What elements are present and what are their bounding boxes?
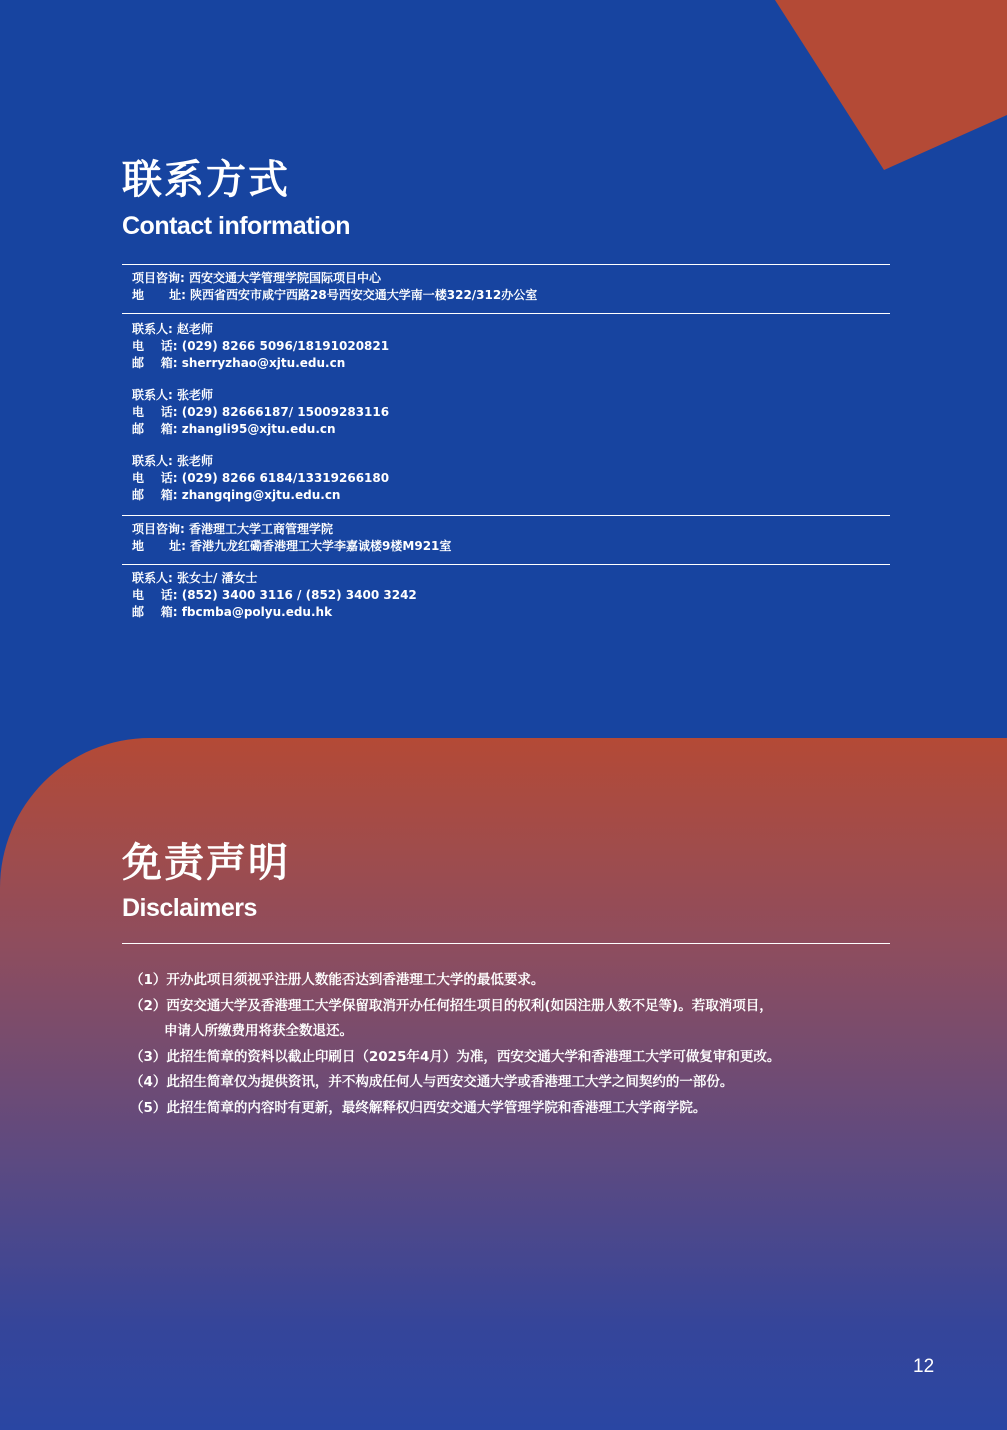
disclaimers-title-en: Disclaimers: [122, 894, 257, 922]
address-label: 地 址:: [132, 288, 191, 302]
email-label: 邮 箱:: [132, 422, 182, 436]
phone-label: 电 话:: [132, 588, 182, 602]
contact-phone: (852) 3400 3116 / (852) 3400 3242: [181, 588, 417, 602]
xjtu-contact-3: [132, 453, 389, 504]
person-label: 联系人:: [132, 322, 177, 336]
polyu-program-info: [132, 521, 451, 555]
contact-phone: (029) 8266 5096/18191020821: [181, 339, 390, 353]
email-label: 邮 箱:: [132, 356, 182, 370]
person-label: 联系人:: [132, 571, 177, 585]
contact-phone: (029) 82666187/ 15009283116: [181, 405, 390, 419]
contact-phone: (029) 8266 6184/13319266180: [181, 471, 390, 485]
polyu-contact: [132, 570, 417, 621]
address-label: 地 址:: [132, 539, 191, 553]
email-label: 邮 箱:: [132, 488, 182, 502]
corner-decoration: [767, 0, 1007, 170]
phone-label: 电 话:: [132, 339, 182, 353]
xjtu-contact-2: [132, 387, 389, 438]
address-value: 香港九龙红磡香港理工大学李嘉诚楼9楼M921室: [190, 539, 452, 553]
phone-label: 电 话:: [132, 405, 182, 419]
divider: [122, 264, 890, 265]
program-value: 西安交通大学管理学院国际项目中心: [188, 271, 381, 285]
program-label: 项目咨询:: [132, 271, 189, 285]
contact-person: 张女士/ 潘女士: [176, 571, 258, 585]
email-label: 邮 箱:: [132, 605, 182, 619]
xjtu-contact-1: [132, 321, 389, 372]
person-label: 联系人:: [132, 454, 177, 468]
disclaimer-item: （5）此招生简章的内容时有更新，最终解释权归西安交通大学管理学院和香港理工大学商学院。: [130, 1099, 707, 1116]
contact-person: 赵老师: [176, 322, 213, 336]
contact-email[interactable]: zhangli95@xjtu.edu.cn: [181, 422, 336, 436]
program-value: 香港理工大学工商管理学院: [188, 522, 333, 536]
divider: [122, 515, 890, 516]
divider: [122, 943, 890, 944]
page-number: 12: [913, 1356, 935, 1377]
contact-email[interactable]: zhangqing@xjtu.edu.cn: [181, 488, 341, 502]
divider: [122, 564, 890, 565]
contact-person: 张老师: [176, 388, 213, 402]
disclaimer-item: （3）此招生简章的资料以截止印刷日（2025年4月）为准，西安交通大学和香港理工大学可做复审和更改。: [130, 1048, 781, 1065]
disclaimers-title-cn: 免责声明: [122, 840, 290, 886]
person-label: 联系人:: [132, 388, 177, 402]
phone-label: 电 话:: [132, 471, 182, 485]
divider: [122, 313, 890, 314]
contact-email[interactable]: sherryzhao@xjtu.edu.cn: [181, 356, 346, 370]
disclaimer-item: （1）开办此项目须视乎注册人数能否达到香港理工大学的最低要求。: [130, 972, 545, 988]
disclaimer-item: （4）此招生简章仅为提供资讯，并不构成任何人与西安交通大学或香港理工大学之间契约的一部份。: [130, 1074, 734, 1090]
contact-title-en: Contact information: [122, 212, 350, 240]
contact-title-cn: 联系方式: [122, 157, 290, 203]
contact-email[interactable]: fbcmba@polyu.edu.hk: [181, 605, 333, 619]
disclaimer-item-continuation: 申请人所缴费用将获全数退还。: [164, 1023, 353, 1039]
contact-person: 张老师: [176, 454, 213, 468]
disclaimer-list: [130, 968, 780, 1121]
disclaimer-item: （2）西安交通大学及香港理工大学保留取消开办任何招生项目的权利(如因注册人数不足等)。若取消项目，: [130, 997, 773, 1014]
address-value: 陕西省西安市咸宁西路28号西安交通大学南一楼322/312办公室: [190, 288, 538, 302]
xjtu-program-info: [132, 270, 537, 304]
program-label: 项目咨询:: [132, 522, 189, 536]
